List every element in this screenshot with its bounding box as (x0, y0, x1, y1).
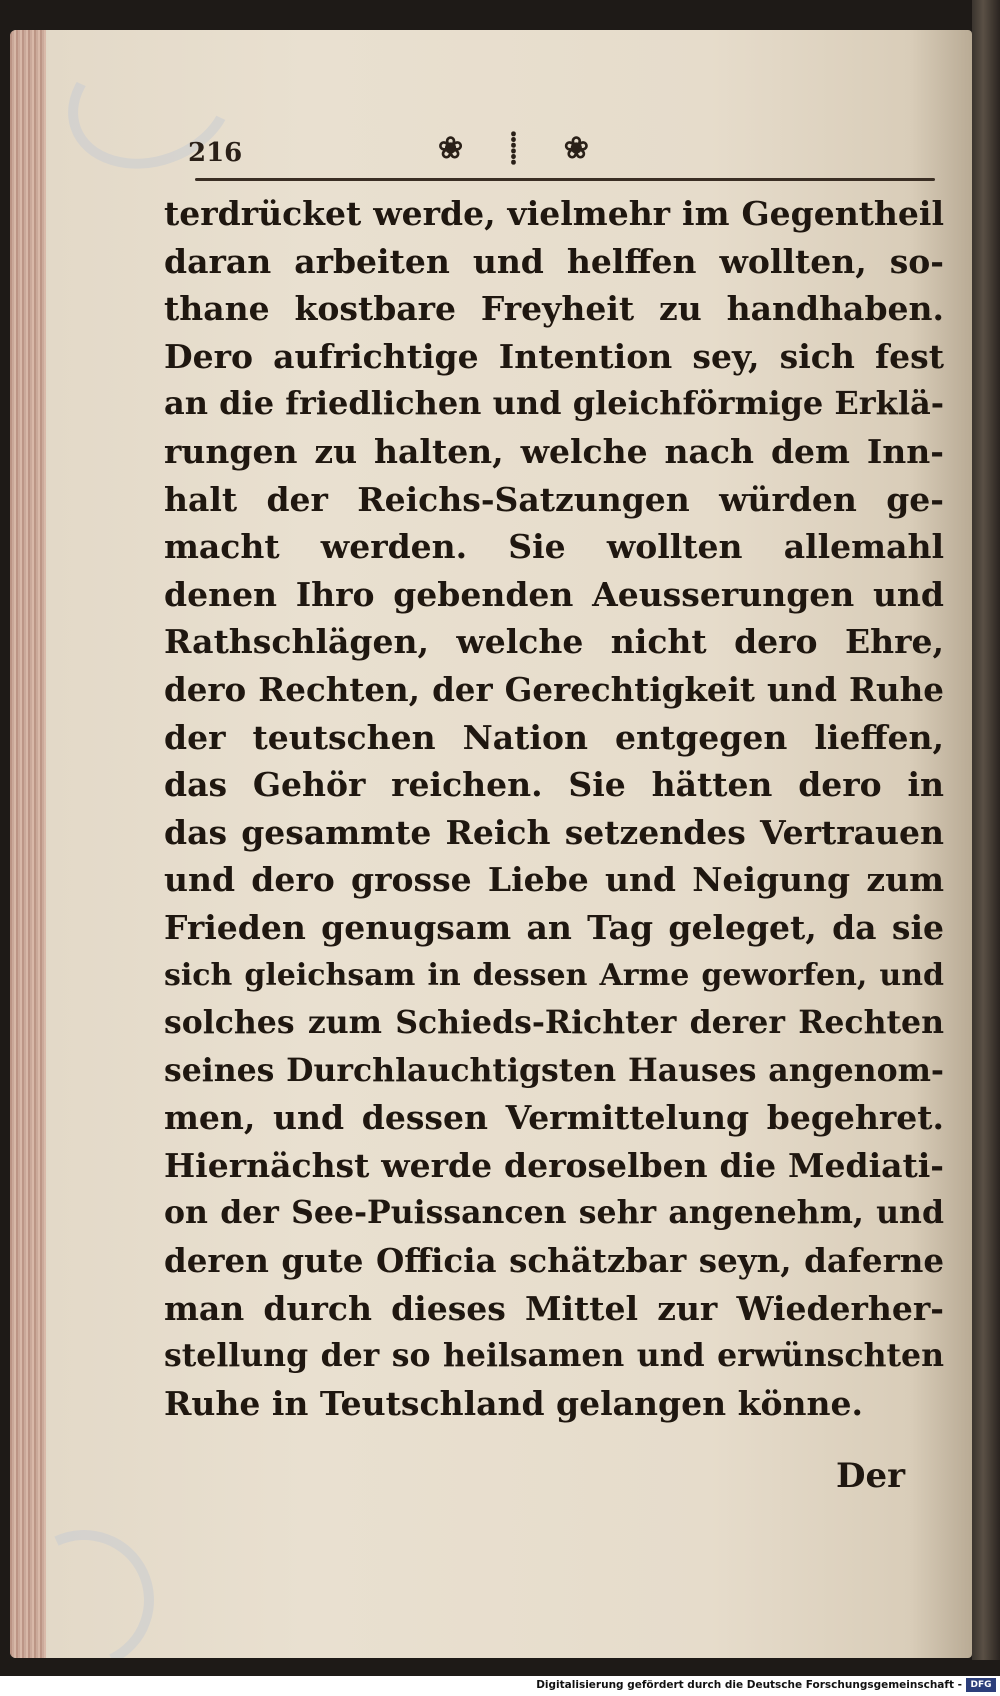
scan-background-edge (972, 0, 1000, 1660)
text-line: Frieden genugsam an Tag geleget, da sie (164, 907, 944, 947)
text-line: stellung der so heilsamen und erwünschten (164, 1337, 944, 1375)
text-line: sich gleichsam in dessen Arme geworfen, und (164, 957, 944, 993)
text-line: Dero aufrichtige Intention sey, sich fest (164, 336, 944, 376)
text-line: man durch dieses Mittel zur Wiederher- (164, 1288, 944, 1328)
page-number: 216 (188, 138, 243, 168)
catchword: Der (836, 1456, 906, 1496)
text-line: terdrücket werde, vielmehr im Gegentheil (164, 194, 944, 233)
text-line: das gesammte Reich setzendes Vertrauen (164, 812, 944, 852)
text-line: das Gehör reichen. Sie hätten dero in (164, 765, 944, 805)
text-line: halt der Reichs-Satzungen würden ge- (164, 479, 944, 519)
text-line: macht werden. Sie wollten allemahl (164, 527, 944, 567)
text-line: und dero grosse Liebe und Neigung zum (164, 860, 944, 900)
header-rule (195, 178, 935, 181)
page-stack-edge (10, 30, 46, 1658)
page-header (188, 118, 928, 178)
text-line: dero Rechten, der Gerechtigkeit und Ruhe (164, 669, 944, 709)
text-line: denen Ihro gebenden Aeusserungen und (164, 574, 944, 614)
text-line: Hiernächst werde deroselben die Mediati- (164, 1145, 944, 1185)
text-line: on der See-Puissancen sehr angenehm, und (164, 1194, 944, 1232)
funding-credit: Digitalisierung gefördert durch die Deutsche Forschungsgemeinschaft - (536, 1679, 962, 1691)
text-line: an die friedlichen und gleichförmige Erklä- (164, 384, 944, 423)
text-line: seines Durchlauchtigsten Hauses angenom- (164, 1051, 944, 1089)
text-line: rungen zu halten, welche nach dem Inn- (164, 431, 944, 471)
text-line: deren gute Officia schätzbar seyn, daferne (164, 1241, 944, 1281)
text-line: thane kostbare Freyheit zu handhaben. (164, 289, 944, 329)
body-text (164, 190, 944, 1427)
digitization-footer (0, 1676, 1000, 1696)
text-line: daran arbeiten und helffen wollten, so- (164, 241, 944, 281)
text-line: solches zum Schieds-Richter derer Rechten (164, 1004, 944, 1042)
header-ornament: ❀ ⸽ ❀ (438, 131, 607, 166)
text-line: Ruhe in Teutschland gelangen könne. (164, 1383, 863, 1423)
dfg-logo: DFG (966, 1678, 996, 1692)
text-line: der teutschen Nation entgegen lieffen, (164, 717, 944, 757)
text-line: men, und dessen Vermittelung begehret. (164, 1098, 944, 1138)
text-line: Rathschlägen, welche nicht dero Ehre, (164, 622, 944, 662)
